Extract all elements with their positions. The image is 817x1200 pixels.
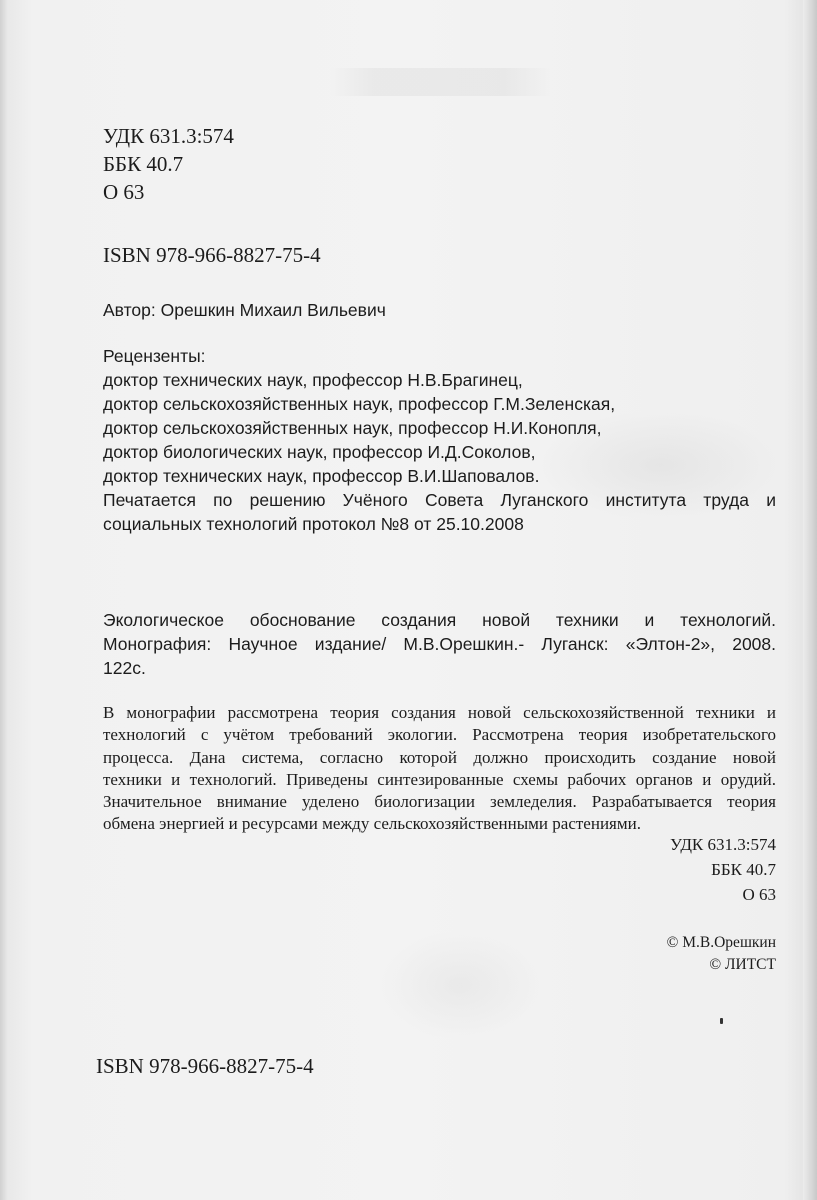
- author-mark: О 63: [103, 180, 145, 204]
- copyright-author: © М.В.Орешкин: [666, 934, 776, 951]
- footer-udk: УДК 631.3:574: [670, 835, 776, 854]
- reviewer-item: доктор сельскохозяйственных наук, профессор Н.И.Конопля,: [103, 418, 602, 438]
- abstract-line: Значительное внимание уделено биологизации земледелия. Разрабатывается теория: [103, 792, 776, 812]
- citation: [103, 608, 776, 680]
- show-through-shadow-3: [380, 930, 540, 1040]
- reviewer-item: доктор технических наук, профессор Н.В.Брагинец,: [103, 370, 523, 390]
- reviewer-item: доктор биологических наук, профессор И.Д.Соколов,: [103, 442, 536, 462]
- isbn-top: ISBN 978-966-8827-75-4: [103, 243, 321, 267]
- abstract-line: обмена энергией и ресурсами между сельскохозяйственными растениями.: [103, 814, 641, 834]
- approval-line-1: Печатается по решению Учёного Совета Луганского института труда и: [103, 490, 776, 510]
- footer-bbk: ББК 40.7: [711, 860, 776, 879]
- author-line: Автор: Орешкин Михаил Вильевич: [103, 300, 386, 320]
- footer-author-mark: О 63: [742, 885, 776, 904]
- header-codes: [103, 122, 234, 206]
- reviewers: [103, 344, 615, 488]
- abstract-line: техники и технологий. Приведены синтезированные схемы рабочих органов и орудий.: [103, 769, 776, 789]
- approval-line-2: социальных технологий протокол №8 от 25.10.2008: [103, 514, 524, 534]
- citation-line-3: 122с.: [103, 658, 146, 678]
- citation-line-1: Экологическое обоснование создания новой техники и технологий.: [103, 610, 776, 630]
- reviewers-title: Рецензенты:: [103, 346, 206, 366]
- approval-statement: [103, 488, 776, 536]
- bbk-code: ББК 40.7: [103, 152, 184, 176]
- abstract-line: технологий с учётом требований экологии. Рассмотрена теория изобретательского: [103, 725, 776, 745]
- footer-codes: [560, 832, 776, 907]
- abstract-line: процесса. Дана система, согласно которой должно происходить создание новой: [103, 747, 776, 767]
- reviewer-item: доктор технических наук, профессор В.И.Шаповалов.: [103, 466, 540, 486]
- citation-line-2: Монография: Научное издание/ М.В.Орешкин.- Луганск: «Элтон-2», 2008.: [103, 634, 776, 654]
- isbn-bottom: ISBN 978-966-8827-75-4: [96, 1054, 314, 1078]
- reviewer-item: доктор сельскохозяйственных наук, профессор Г.М.Зеленская,: [103, 394, 616, 414]
- copyright: [560, 932, 776, 976]
- abstract: [103, 702, 776, 836]
- ink-speck: [720, 1018, 723, 1024]
- udk-code: УДК 631.3:574: [103, 124, 234, 148]
- page-edge-right: [803, 0, 817, 1200]
- copyright-org: © ЛИТСТ: [709, 956, 776, 973]
- show-through-shadow: [330, 68, 550, 96]
- abstract-line: В монографии рассмотрена теория создания новой сельскохозяйственной техники и: [103, 703, 776, 722]
- page-edge-left: [0, 0, 8, 1200]
